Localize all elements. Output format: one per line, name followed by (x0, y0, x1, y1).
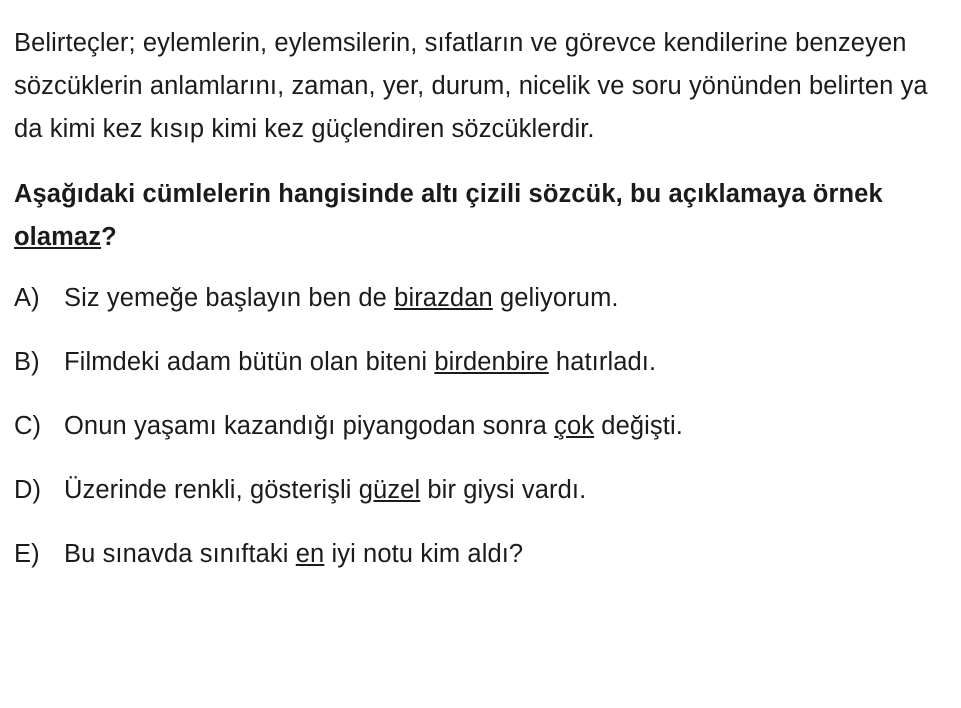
option-b-underlined-word: birdenbire (434, 348, 549, 376)
option-letter-a: A) (14, 284, 40, 312)
option-text-d (64, 469, 933, 512)
option-a-before: Siz yemeğe başlayın ben de (64, 284, 395, 312)
option-b-after: hatırladı. (548, 348, 657, 376)
option-c-underlined-word: çok (554, 412, 595, 440)
option-letter-b: B) (14, 348, 40, 376)
option-text-c (64, 405, 933, 448)
option-text-a (64, 277, 933, 320)
answer-option-e[interactable] (14, 533, 933, 576)
option-d-underlined-word: güzel (358, 476, 421, 504)
option-d-before: Üzerinde renkli, gösterişli (64, 476, 359, 504)
option-letter-d: D) (14, 476, 42, 504)
option-e-before: Bu sınavda sınıftaki (64, 540, 296, 568)
option-d-after: bir giysi vardı. (420, 476, 587, 504)
passage-text: Belirteçler; eylemlerin, eylemsilerin, sıfatların ve görevce kendilerine benzeyen sözcüklerin anlamlarını, zaman, yer, durum, nicelik ve soru yönünden belirten ya da kimi kez kısıp kimi kez güçlendiren sözcüklerdir. (14, 29, 928, 143)
option-e-after: iyi notu kim aldı? (324, 540, 524, 568)
option-text-b (64, 341, 933, 384)
option-text-e (64, 533, 933, 576)
answer-option-c[interactable] (14, 405, 933, 448)
option-a-underlined-word: birazdan (394, 284, 493, 312)
option-letter-c: C) (14, 412, 42, 440)
option-a-after: geliyorum. (492, 284, 619, 312)
option-c-after: değişti. (594, 412, 683, 440)
question-prompt (14, 173, 894, 259)
option-c-before: Onun yaşamı kazandığı piyangodan sonra (64, 412, 555, 440)
prompt-text-after: ? (101, 223, 117, 251)
answer-option-a[interactable] (14, 277, 933, 320)
prompt-text-before: Aşağıdaki cümlelerin hangisinde altı çizili sözcük, bu açıklamaya örnek (14, 180, 890, 208)
answer-option-d[interactable] (14, 469, 933, 512)
option-letter-e: E) (14, 540, 40, 568)
option-b-before: Filmdeki adam bütün olan biteni (64, 348, 435, 376)
prompt-underlined-word: olamaz (14, 223, 102, 251)
answer-option-b[interactable] (14, 341, 933, 384)
answer-options-list (14, 277, 933, 576)
option-e-underlined-word: en (295, 540, 325, 568)
